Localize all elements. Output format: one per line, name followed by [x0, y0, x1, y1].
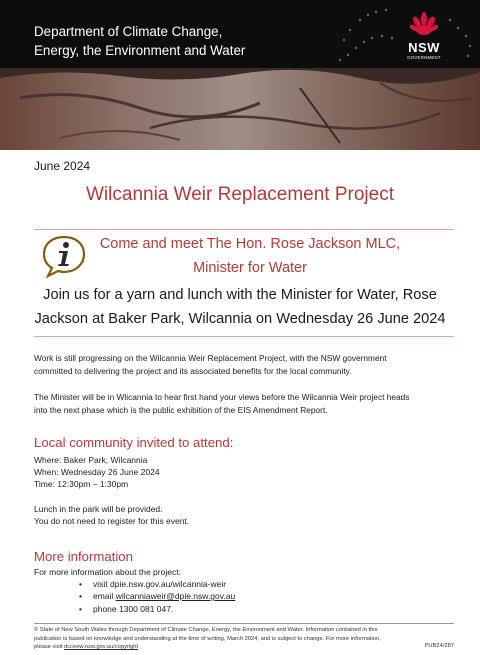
- email-link[interactable]: wilcanniaweir@dpie.nsw.gov.au: [115, 591, 236, 601]
- lunch-note: Lunch in the park will be provided.: [34, 504, 163, 514]
- minister-paragraph-line-2: into the next phase which is the public exhibition of the EIS Amendment Report.: [34, 404, 328, 415]
- invitation-line-2: Jackson at Baker Park, Wilcannia on Wednesday 26 June 2024: [34, 311, 446, 327]
- website-link[interactable]: dpie.nsw.gov.au/wilcannia-weir: [110, 579, 227, 589]
- callout-heading-line-1: Come and meet The Hon. Rose Jackson MLC,: [99, 236, 401, 252]
- callout-bottom-divider: [34, 336, 454, 337]
- list-item-email: [93, 591, 235, 601]
- waratah-icon: [410, 10, 438, 38]
- visit-prefix: visit: [93, 579, 110, 589]
- invitation-line-1: Join us for a yarn and lunch with the Minister for Water, Rose: [43, 287, 437, 303]
- callout-heading-line-2: Minister for Water: [193, 260, 307, 276]
- page-title: Wilcannia Weir Replacement Project: [86, 184, 394, 205]
- department-name: [34, 22, 245, 60]
- bullet-icon: •: [79, 604, 82, 614]
- footer-divider: [34, 623, 454, 624]
- intro-paragraph: [34, 352, 454, 377]
- more-info-intro: For more information about the project:: [34, 567, 181, 577]
- footer-line-3: [34, 643, 454, 652]
- bullet-icon: •: [79, 579, 82, 589]
- footer-line-1: © State of New South Wales through Department of Climate Change, Energy, the Environment and Water. Information contained in this: [34, 627, 378, 633]
- copyright-footer: [34, 626, 454, 652]
- minister-paragraph-line-1: The Minister will be in Wlicannia to hear first hand your views before the Wilcannia Weir project heads: [34, 392, 410, 402]
- registration-note: You do not need to register for this event.: [34, 516, 190, 526]
- invite-heading: Local community invited to attend:: [34, 435, 234, 450]
- rock-art-image: [0, 68, 480, 150]
- department-line-1: Department of Climate Change,: [34, 24, 223, 39]
- logo-subtext: GOVERNMENT: [407, 55, 441, 60]
- publication-code: PUB24/287: [424, 643, 454, 649]
- email-prefix: email: [93, 591, 116, 601]
- footer-line-2: publication is based on knowledge and understanding at the time of writing, March 2024, and is subject to change. For more information,: [34, 635, 381, 642]
- footer-line-3-prefix: please visit: [34, 644, 65, 651]
- copyright-link[interactable]: dcceew.nsw.gov.au/copyright: [64, 644, 139, 651]
- bullet-icon: •: [79, 591, 82, 601]
- minister-paragraph: [34, 391, 454, 416]
- logo-text: NSW: [408, 40, 440, 55]
- more-info-heading: More information: [34, 549, 133, 564]
- list-item-phone: phone 1300 081 047.: [93, 604, 174, 614]
- nsw-government-logo: [398, 10, 450, 66]
- event-location: Where: Baker Park, Wilcannia: [34, 455, 148, 465]
- intro-paragraph-line-2: committed to delivering the project and its associated benefits for the local community.: [34, 365, 352, 376]
- issue-date: June 2024: [34, 159, 91, 173]
- department-line-2: Energy, the Environment and Water: [34, 43, 246, 58]
- event-date: When: Wednesday 26 June 2024: [34, 467, 160, 477]
- event-time: Time: 12:30pm – 1:30pm: [34, 479, 129, 489]
- intro-paragraph-line-1: Work is still progressing on the Wilcannia Weir Replacement Project, with the NSW government: [34, 353, 387, 363]
- header-banner: [0, 0, 480, 150]
- callout-top-divider: [34, 229, 454, 230]
- list-item-visit: [93, 579, 226, 589]
